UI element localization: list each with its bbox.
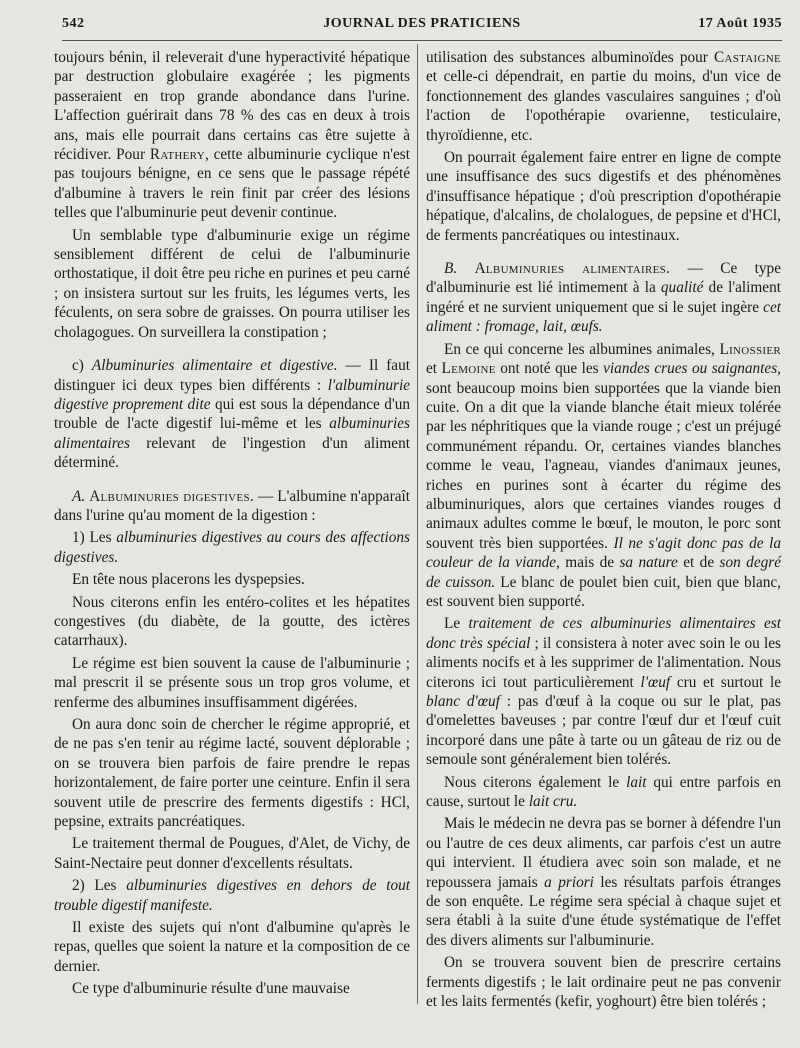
author-name: Linossier <box>719 340 782 358</box>
list-item: 2) Les albuminuries digestives en dehors de tout trouble digestif manifeste. <box>54 877 410 914</box>
right-column <box>426 48 781 1015</box>
section-c-heading: c) Albuminuries alimentaire et digestive. — Il faut distinguer ici deux types bien différents : l'albuminurie digestive proprement dite qui est sous la dépendance d'un trouble de l'acte digestif lui-même et les albuminuries alimentaires relevant de l'ingestion d'un aliment déterminé. <box>54 357 410 472</box>
paragraph: En tête nous placerons les dyspepsies. <box>72 571 305 589</box>
page-number: 542 <box>62 16 85 31</box>
issue-date: 17 Août 1935 <box>698 16 782 31</box>
paragraph: Nous citerons enfin les entéro-colites et les hépatites congestives (du diabète, de la goutte, des ictères catarrhaux). <box>54 593 410 650</box>
paragraph: Le traitement thermal de Pougues, d'Alet, de Vichy, de Saint-Nectaire peut donner d'excellents résultats. <box>54 835 410 872</box>
page-header <box>62 12 782 41</box>
author-name: Rathery <box>149 146 205 164</box>
paragraph: Nous citerons également le lait qui entre parfois en cause, surtout le lait cru. <box>426 773 781 811</box>
author-name: Castaigne <box>713 49 782 66</box>
paragraph: toujours bénin, il releverait d'une hyperactivité hépatique par destruction globulaire exagérée ; les pigments passeraient en trop grande abondance dans l'urine. L'affection guérirait dans 78 % des cas en deux à trois ans, mais elle pourrait dans certains cas être sujette à récidiver. Pour Rathery, cette albuminurie cyclique n'est pas toujours bénigne, en ce sens que le passage répété d'albumine à travers le rein finit par créer des lésions telles que l'albuminurie peut devenir continue. <box>54 49 410 222</box>
paragraph: Un semblable type d'albuminurie exige un régime sensiblement différent de celui de l'albuminurie orthostatique, il doit être peu riche en purines et peu carné ; on insistera surtout sur les fruits, les légumes verts, les féculents, on sera sobre de graisses. On pourra utiliser les cholagogues. On surveillera la constipation ; <box>54 226 410 341</box>
paragraph: On se trouvera souvent bien de prescrire certains ferments digestifs ; le lait ordinaire peut ne pas convenir et les laits fermentés (kefir, yoghourt) être bien tolérés ; <box>426 954 781 1011</box>
paragraph: On aura donc soin de chercher le régime approprié, et de ne pas s'en tenir au régime lacté, souvent déplorable ; on se trouvera bien parfois de faire prendre le repas horizontalement, de faire porter une ceinture. Enfin il sera souvent utile de prescrire des ferments digestifs : HCl, pepsine, extraits pancréatiques. <box>54 716 410 831</box>
section-b-heading: B. Albuminuries alimentaires. — Ce type d'albuminurie est lié intimement à la qualité de l'aliment ingéré et ne survient uniquement que si le sujet ingère cet aliment : fromage, lait, œufs. <box>426 260 781 336</box>
paragraph: Il existe des sujets qui n'ont d'albumine qu'après le repas, quelles que soient la nature et la composition de ce dernier. <box>54 919 410 975</box>
paragraph: On pourrait également faire entrer en ligne de compte une insuffisance des sucs digestifs et des phénomènes d'insuffisance hépatique ; d'où prescription d'opothérapie hépatique, d'alcalins, de cholalogues, de pepsine et d'HCl, de ferments pancréatiques ou intestinaux. <box>426 149 781 244</box>
left-column <box>54 48 410 1002</box>
paragraph: Le traitement de ces albuminuries alimentaires est donc très spécial ; il consistera à noter avec soin le ou les aliments nocifs et à les supprimer de l'alimentation. Nous citerons ici tout particulièrement l'œuf cru et surtout le blanc d'œuf : pas d'œuf à la coque ou sur le plat, pas d'omelettes baveuses ; par contre l'œuf dur et l'œuf cuit incorporé dans une pâte à tarte ou un gâteau de riz ou de semoule sont généralement bien tolérés. <box>426 615 781 769</box>
column-divider <box>417 44 418 1004</box>
list-item: 1) Les albuminuries digestives au cours des affections digestives. <box>54 529 410 566</box>
paragraph: En ce qui concerne les albumines animales, Linossier et Lemoine ont noté que les viandes crues ou saignantes, sont beaucoup moins bien supportées que la viande bien cuite. On a dit que la viande blanche était mieux tolérée par les néphritiques que la viande rouge ; c'est un préjugé communément répandu. Or, certaines viandes blanches comme le veau, l'agneau, viandes d'animaux jeunes, riches en purines sont à écarter du régime des albuminuriques, alors que certaines viandes rouges d animaux adultes comme le bœuf, le mouton, le porc sont souvent très bien supportées. Il ne s'agit donc pas de la couleur de la viande, mais de sa nature et de son degré de cuisson. Le blanc de poulet bien cuit, bien que blanc, est souvent bien supporté. <box>426 340 782 610</box>
journal-title: JOURNAL DES PRATICIENS <box>323 16 521 31</box>
author-name: Lemoine <box>441 360 496 378</box>
section-a-heading: A. Albuminuries digestives. — L'albumine n'apparaît dans l'urine qu'au moment de la digestion : <box>54 487 410 524</box>
section-title: Albuminuries alimentaire et digestive. <box>91 357 338 375</box>
paragraph: Le régime est bien souvent la cause de l'albuminurie ; mal prescrit il se présente sous un trop gros volume, et renferme des albumines insuffisamment digérées. <box>54 654 410 711</box>
paragraph: utilisation des substances albuminoïdes pour Castaigne et celle-ci dépendrait, en partie du moins, d'un vice de fonctionnement des glandes vasculaires sanguines ; d'où l'action de l'opothérapie ovarienne, testiculaire, thyroïdienne, etc. <box>426 49 782 144</box>
section-title: Albuminuries digestives. <box>89 487 254 505</box>
paragraph: Ce type d'albuminurie résulte d'une mauvaise <box>72 980 350 998</box>
section-title: Albuminuries alimentaires. <box>474 260 671 278</box>
paragraph: Mais le médecin ne devra pas se borner à défendre l'un ou l'autre de ces deux aliments, car parfois c'est un autre qui intervient. Il étudiera avec soin son malade, et ne repoussera jamais a priori les résultats parfois étranges de son enquête. Le régime sera spécial à chaque sujet et sera établi à la suite d'une étude systématique de l'effet des divers aliments sur l'albuminurie. <box>426 815 781 949</box>
